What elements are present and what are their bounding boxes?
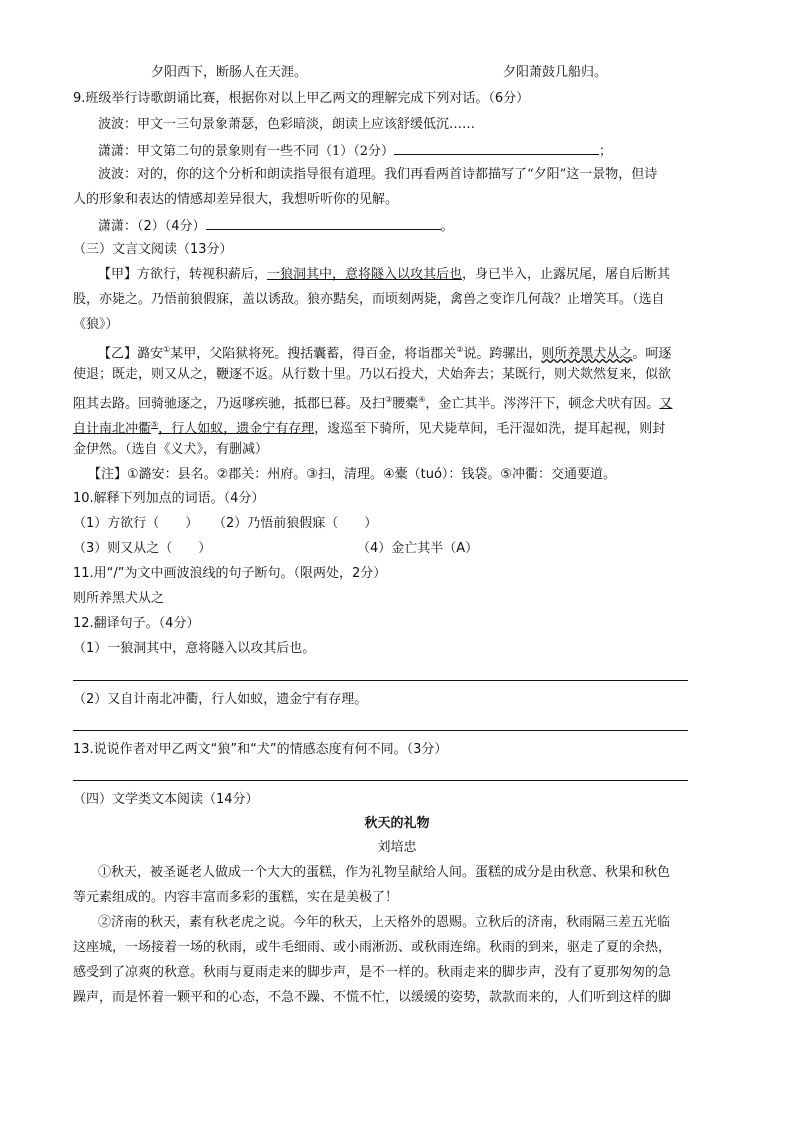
poem-line-right: 夕阳萧鼓几船归。 <box>503 65 608 80</box>
article-p2-line-4: 躁声，而是怀着一颗平和的心态，不急不躁、不慌不忙，以缓缓的姿势，款款而来的，人们听到这样的脚 <box>73 990 672 1005</box>
q9-stem: 9.班级举行诗歌朗诵比赛，根据你对以上甲乙两文的理解完成下列对话。（6分） <box>73 91 530 106</box>
q10-stem: 10.解释下列加点的词语。（4分） <box>73 491 265 506</box>
article-p1-line-2: 等元素组成的。内容丰富而多彩的蛋糕，实在是美极了！ <box>73 890 399 905</box>
yi-text: ，金亡其半。涔涔汗下，顿念犬吠有因。 <box>425 396 660 412</box>
article-p2-line-2: 这座城，一场接着一场的秋雨，或牛毛细雨、或小雨淅沥、或秋雨连绵。秋雨的到来，驱走了夏的余热， <box>73 940 672 955</box>
jia-line-3: 《狼》） <box>73 317 119 332</box>
q12-stem: 12.翻译句子。（4分） <box>73 616 200 631</box>
yi-line-1 <box>98 341 671 363</box>
article-title: 秋天的礼物 <box>364 816 430 831</box>
footnote-mark: ④ <box>418 395 426 404</box>
q9-dialogue-2-text: 潇潇：甲文第二句的景象则有一些不同（1）（2分） <box>98 144 395 159</box>
jia-underlined-sentence: 一狼洞其中，意将隧入以攻其后也 <box>267 267 463 282</box>
jia-text: ，身已半入，止露尻尾，屠自后断其 <box>462 267 671 282</box>
q9-dialogue-4 <box>98 216 454 236</box>
q13-stem: 13.说说作者对甲乙两文“狼”和“犬”的情感态度有何不同。（3分） <box>73 742 448 757</box>
q11-sentence: 则所养黑犬从之 <box>73 591 165 606</box>
footnote-mark: ② <box>456 345 464 354</box>
yi-line-5: 金伊然。（选自《义犬》，有删减） <box>73 442 269 457</box>
q12-sentence-2: （2）又自计南北冲衢，行人如蚁，遗金宁有存理。 <box>73 692 368 707</box>
q10-item-4: （4）金亡其半（A） <box>357 541 479 556</box>
q9-dialogue-3a: 波波：对的，你的这个分析和朗读指导很有道理。我们再看两首诗都描写了“夕阳”这一景物，但诗 <box>98 167 658 182</box>
q9-dialogue-3b: 人的形象和表达的情感却差异很大，我想听听你的见解。 <box>73 192 399 207</box>
yi-text: 阻其去路。回骑驰逐之，乃返嗲疾驰，抵郡巳暮。及扫 <box>73 396 386 412</box>
yi-line-3 <box>73 391 672 413</box>
yi-wavy-sentence: 则所养黑犬从之 <box>541 346 633 362</box>
answer-line-3[interactable] <box>73 780 688 781</box>
q10-item-2: （2）乃悟前狼假寐（ ） <box>213 516 378 531</box>
yi-underlined-sentence: 又 <box>659 396 673 412</box>
answer-line-2[interactable] <box>73 730 688 731</box>
article-p2-line-3: 感受到了凉爽的秋意。秋雨与夏雨走来的脚步声，是不一样的。秋雨走来的脚步声，没有了夏那匆匆的急 <box>73 965 672 980</box>
footnote-mark: ③ <box>385 395 393 404</box>
poem-line-left: 夕阳西下，断肠人在天涯。 <box>151 65 308 80</box>
jia-text: 【甲】方欲行，转视积薪后， <box>98 267 268 282</box>
yi-text: ，逡巡至下骑所，见犬毙草间，毛汗湿如洗，提耳起视，则封 <box>314 421 666 437</box>
yi-underlined-sentence: ，行人如蚁，遗金宁有存理 <box>158 421 315 437</box>
footnote-mark: ⑤ <box>151 420 159 429</box>
annotation-note: 【注】①潞安：县名。②郡关：州府。③扫，清理。④橐（tuó）：钱袋。⑤冲衢：交通要道。 <box>88 467 617 482</box>
jia-line-1 <box>98 266 670 284</box>
footnote-mark: ① <box>163 345 171 354</box>
section4-heading: （四）文学类文本阅读（14分） <box>73 792 259 807</box>
yi-text: 说。跨骡出， <box>463 346 542 362</box>
q9-dialogue-1: 波波：甲文一三句景象萧瑟，色彩暗淡，朗读上应该舒缓低沉…… <box>98 117 476 132</box>
q10-item-3: （3）则又从之（ ） <box>73 541 212 556</box>
yi-text: 某甲，父陷狱将死。搜括囊蓄，得百金，将诣郡关 <box>170 346 457 362</box>
q9-dialogue-4-end: 。 <box>440 219 454 234</box>
yi-line-4 <box>73 416 665 438</box>
q9-dialogue-2-end: ； <box>599 144 613 159</box>
article-author: 刘培忠 <box>377 840 417 855</box>
q9-answer-blank-2[interactable] <box>206 216 441 230</box>
q12-sentence-1: （1）一狼洞其中，意将隧入以攻其后也。 <box>73 641 316 656</box>
yi-underlined-sentence: 自计南北冲衢 <box>73 421 152 437</box>
q9-dialogue-4-text: 潇潇：（2）（4分） <box>98 219 206 234</box>
q11-stem: 11.用“/”为文中画波浪线的句子断句。（限两处，2分） <box>73 566 387 581</box>
q9-answer-blank-1[interactable] <box>394 141 599 155</box>
article-p2-line-1: ②济南的秋天，素有秋老虎之说。今年的秋天，上天格外的恩赐。立秋后的济南，秋雨隔三差五光临 <box>98 915 671 930</box>
answer-line-1[interactable] <box>73 680 688 681</box>
yi-text: 。呵逐 <box>632 346 672 362</box>
q9-dialogue-2 <box>98 141 612 161</box>
q10-item-1: （1）方欲行（ ） <box>73 516 199 531</box>
section3-heading: （三）文言文阅读（13分） <box>73 242 233 257</box>
article-p1-line-1: ①秋天，被圣诞老人做成一个大大的蛋糕，作为礼物呈献给人间。蛋糕的成分是由秋意、秋果和秋色 <box>98 865 671 880</box>
yi-text: 【乙】潞安 <box>98 346 164 362</box>
yi-line-2: 使退；既走，则又从之，鞭逐不返。从行数十里。乃以石投犬，犬始奔去；某既行，则犬欻然复来，似欲 <box>73 367 672 382</box>
jia-line-2: 股，亦毙之。乃悟前狼假寐，盖以诱敌。狼亦黠矣，而顷刻两毙，禽兽之变诈几何哉？止增笑耳。（选自 <box>73 292 665 307</box>
yi-text: 腰橐 <box>392 396 419 412</box>
